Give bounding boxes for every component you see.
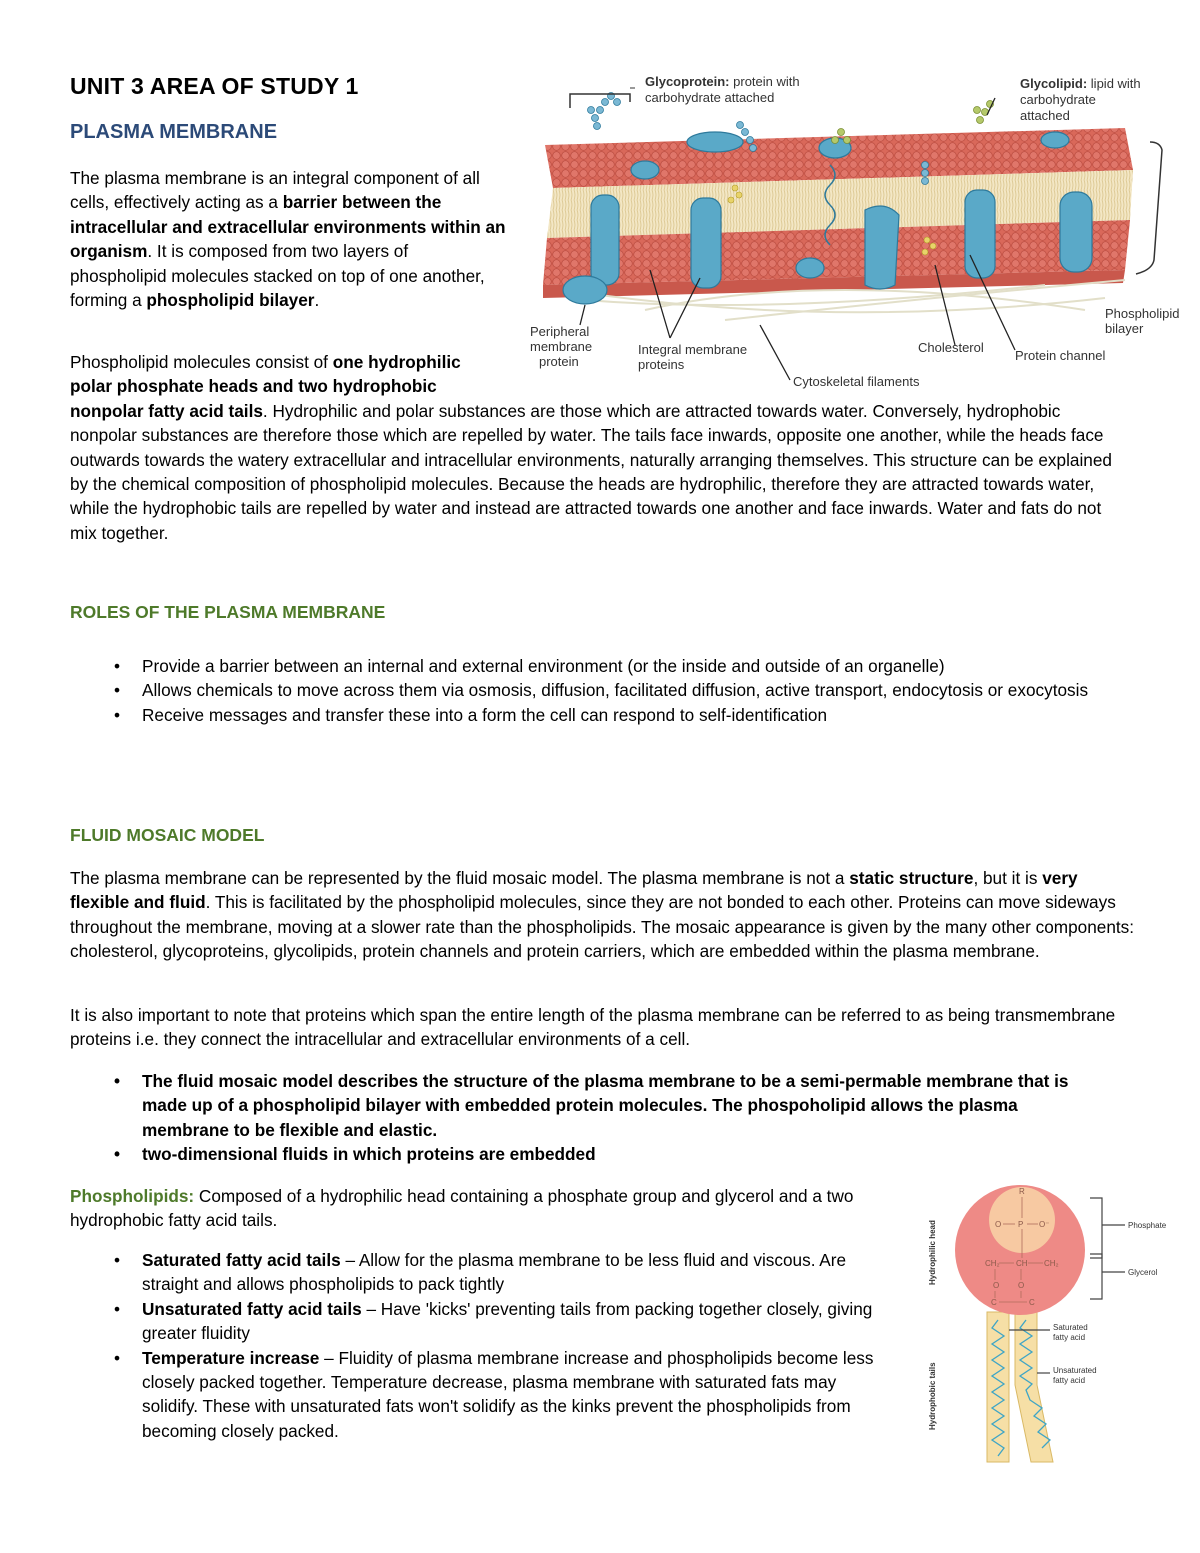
label-peripheral-1: Peripheral xyxy=(530,324,590,339)
intro-p1-text-c: . It is composed from two layers of phospholipid molecules stacked on top of one another, forming a xyxy=(70,241,485,311)
glycolipid-term: Glycolipid: xyxy=(1020,76,1088,91)
label-phosphate: Phosphate xyxy=(1128,1221,1167,1230)
list-item-term: Unsaturated fatty acid tails xyxy=(142,1298,362,1319)
plasma-membrane-diagram xyxy=(525,70,1190,395)
label-cholesterol: Cholesterol xyxy=(918,340,984,355)
label-saturated-2: fatty acid xyxy=(1053,1333,1086,1342)
intro-p1-bold-barrier: barrier between the intracellular and extracellular environments within an organism xyxy=(70,192,506,262)
label-hydrophilic-head: Hydrophilic head xyxy=(928,1220,937,1285)
list-item-term: Temperature increase xyxy=(142,1347,320,1368)
intro-p2-text-c: . Hydrophilic and polar substances are those which are attracted towards water. Conversely, hydrophobic nonpolar substances are therefore those which are repelled by water. The tails face inwards, opposite one another, while the heads face outwards towards the watery extracellular and intracellular environments, naturally arranging themselves. This structure can be explained by the chemical composition of phospholipid molecules. Because the heads are hydrophilic, therefore they are attracted towards water, while the hydrophobic tails are repelled by water and instead are attracted towards one another and face inwards. Water and fats do not mix together. xyxy=(70,400,1112,543)
list-item: • two-dimensional fluids in which proteins are embedded xyxy=(70,1142,1070,1166)
chem-o-minus: O⁻ xyxy=(1039,1220,1050,1229)
chem-ch2-b: CH₂ xyxy=(1044,1259,1059,1268)
fm-p1-bold-static: static structure xyxy=(849,868,974,888)
chem-o-double: O xyxy=(995,1220,1002,1229)
list-item-text: – Fluidity of plasma membrane increase and phospholipids become less closely packed together. Temperature decrease, plasma membrane with saturated fats may solidify. These with unsaturated fats won't solidify as the kinks prevent the phospholipids from becoming closely packed. xyxy=(142,1347,874,1441)
phospholipid-molecule-diagram xyxy=(915,1180,1175,1470)
fm-p1-text-c: , but it is xyxy=(973,868,1043,888)
fatty-acid-tails-shape xyxy=(987,1312,1053,1462)
phospholipids-label: Phospholipids: xyxy=(70,1186,195,1206)
label-unsaturated-1: Unsaturated xyxy=(1053,1366,1097,1375)
list-item: • Allows chemicals to move across them via osmosis, diffusion, facilitated diffusion, active transport, endocytosis or exocytosis xyxy=(70,678,1150,702)
chem-r: R xyxy=(1019,1187,1025,1196)
list-item xyxy=(70,1248,895,1297)
label-saturated-1: Saturated xyxy=(1053,1323,1088,1332)
fm-p1-text-e: . This is facilitated by the phospholipid molecules, since they are not bonded to each other. Proteins can move sideways throughout the membrane, moving at a slower rate than the phospholipids. The mosaic appearance is given by the many other components: cholesterol, glycoproteins, glycolipids, protein channels and protein carriers, which are embedded within the plasma membrane. xyxy=(70,892,1135,962)
intro-p2-text-a: Phospholipid molecules consist of xyxy=(70,352,333,372)
glycolipid-desc-3: attached xyxy=(1020,108,1070,123)
label-bilayer-2: bilayer xyxy=(1105,321,1144,336)
list-item xyxy=(70,1346,895,1444)
section-heading-plasma-membrane: PLASMA MEMBRANE xyxy=(70,121,278,143)
chem-o-2: O xyxy=(1018,1281,1025,1290)
glycoprotein-desc-2: carbohydrate attached xyxy=(645,90,775,105)
list-item: • The fluid mosaic model describes the structure of the plasma membrane to be a semi-permable membrane that is made up of a phospholipid bilayer with embedded protein molecules. The phospoholipid allows the plasma membrane to be flexible and elastic. xyxy=(70,1069,1070,1142)
label-protein-channel: Protein channel xyxy=(1015,348,1106,363)
intro-p2-bold-structure: one hydrophilic polar phosphate heads and two hydrophobic nonpolar fatty acid tails xyxy=(70,352,461,421)
fluid-mosaic-paragraph-2: It is also important to note that proteins which span the entire length of the plasma membrane can be referred to as being transmembrane proteins i.e. they connect the intracellular and extracellular environments of a cell. xyxy=(70,1005,1116,1050)
chem-c-right: C xyxy=(1029,1298,1035,1307)
list-item xyxy=(70,1297,895,1346)
glycoprotein-desc-1: protein with xyxy=(733,74,800,89)
intro-p1-bold-bilayer: phospholipid bilayer xyxy=(146,290,315,311)
glycoprotein-bracket xyxy=(570,94,630,108)
glycoprotein-term: Glycoprotein: xyxy=(645,74,730,89)
label-glycerol: Glycerol xyxy=(1128,1268,1158,1277)
label-bilayer-1: Phospholipid xyxy=(1105,306,1180,321)
roles-list xyxy=(70,654,1150,727)
list-item-term: Saturated fatty acid tails xyxy=(142,1250,341,1270)
chem-ch2-a: CH₂ xyxy=(985,1259,1000,1268)
fluid-mosaic-key-points xyxy=(70,1069,1070,1167)
label-peripheral-2: membrane xyxy=(530,339,593,354)
label-glycolipid xyxy=(1020,76,1141,91)
bilayer-bracket xyxy=(1136,142,1162,274)
intro-p1-text-a: The plasma membrane is an integral component of all cells, effectively acting as a xyxy=(70,168,480,213)
chem-o-1: O xyxy=(993,1281,1000,1290)
section-heading-roles: ROLES OF THE PLASMA MEMBRANE xyxy=(70,602,386,622)
label-cytoskeletal: Cytoskeletal filaments xyxy=(793,374,920,389)
label-glycoprotein xyxy=(645,74,800,89)
intro-paragraph-1 xyxy=(70,166,506,312)
phospholipids-paragraph xyxy=(70,1184,900,1233)
label-unsaturated-2: fatty acid xyxy=(1053,1376,1086,1385)
phospholipids-desc: Composed of a hydrophilic head containing a phosphate group and glycerol and a two hydrophobic fatty acid tails. xyxy=(70,1186,854,1231)
list-item-text: – Have 'kicks' preventing tails from packing together closely, giving greater fluidity xyxy=(142,1298,873,1344)
label-integral-2: proteins xyxy=(638,357,685,372)
page-title: UNIT 3 AREA OF STUDY 1 xyxy=(70,73,359,99)
chem-c-left: C xyxy=(991,1298,997,1307)
glycolipid-desc-1: lipid with xyxy=(1090,76,1141,91)
chem-ch: CH xyxy=(1016,1259,1028,1268)
list-item-text: – Allow for the plasma membrane to be less fluid and viscous. Are straight and allows phospholipids to pack tightly xyxy=(142,1250,847,1295)
chem-p: P xyxy=(1018,1220,1024,1229)
phospholipid-properties-list xyxy=(70,1248,895,1443)
list-item: • Receive messages and transfer these into a form the cell can respond to self-identification xyxy=(70,703,1150,727)
section-heading-fluid-mosaic: FLUID MOSAIC MODEL xyxy=(70,825,265,845)
fm-p1-bold-flexible: very flexible and fluid xyxy=(70,868,1078,913)
list-item: • Provide a barrier between an internal and external environment (or the inside and outside of an organelle) xyxy=(70,654,1150,678)
label-peripheral-3: protein xyxy=(539,354,579,369)
glycolipid-desc-2: carbohydrate xyxy=(1020,92,1096,107)
fm-p1-text-a: The plasma membrane can be represented by the fluid mosaic model. The plasma membrane is not a xyxy=(70,868,850,888)
label-integral-1: Integral membrane xyxy=(638,342,748,357)
label-hydrophobic-tails: Hydrophobic tails xyxy=(928,1362,937,1430)
fluid-mosaic-paragraph-1 xyxy=(70,866,1140,964)
intro-p1-text-e: . xyxy=(314,290,320,311)
